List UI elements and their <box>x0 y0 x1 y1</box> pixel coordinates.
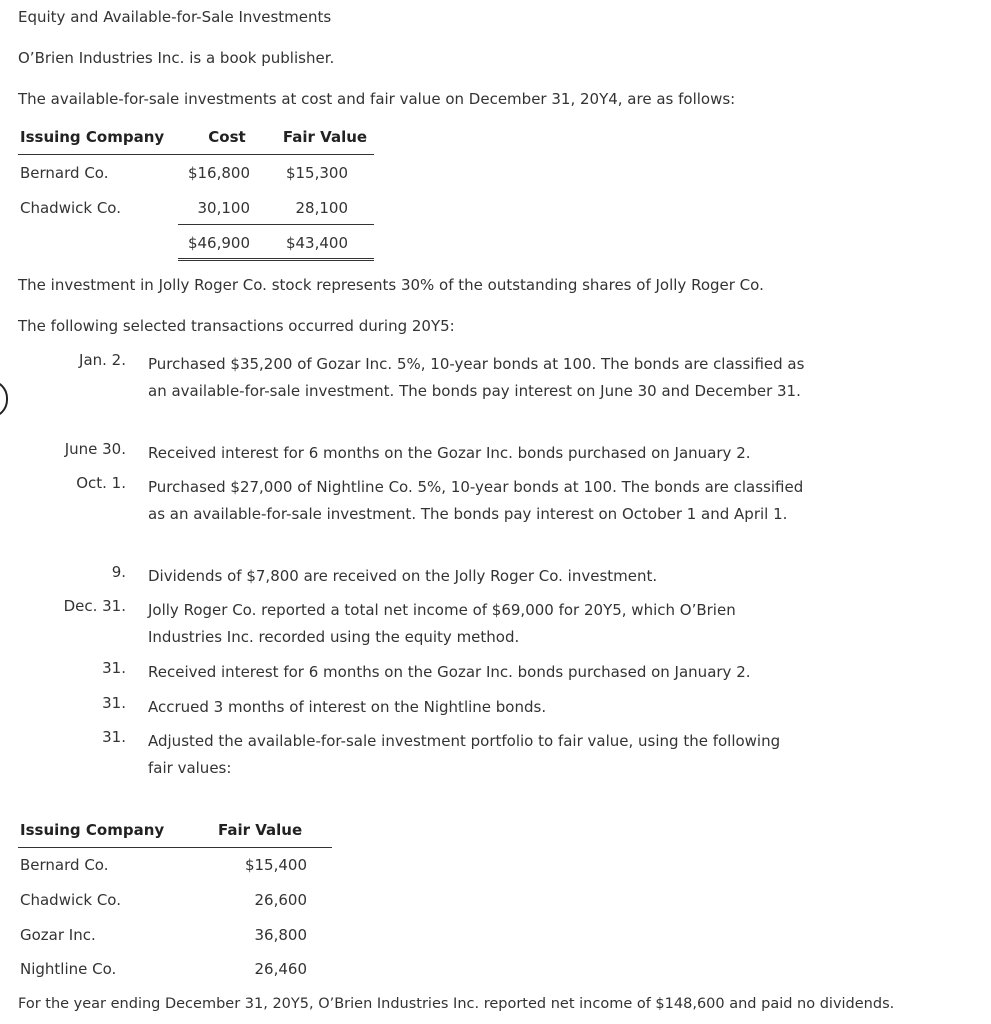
table1-total-fair-value: $43,400 <box>285 234 348 252</box>
table1-cell-company: Chadwick Co. <box>20 199 121 217</box>
closing-text: For the year ending December 31, 20Y5, O’Brien Industries Inc. reported net income of $148,600 and paid no dividends. <box>18 996 895 1012</box>
transaction-text: Purchased $35,200 of Gozar Inc. 5%, 10-year bonds at 100. The bonds are classified as an available-for-sale investment. The bonds pay interest on June 30 and December 31. <box>148 355 805 400</box>
table1-cell-cost: $16,800 <box>187 164 250 182</box>
transaction-date: 9. <box>111 563 126 581</box>
jolly-roger-note: The investment in Jolly Roger Co. stock represents 30% of the outstanding shares of Jolly Roger Co. <box>18 276 764 294</box>
transaction-text: Adjusted the available-for-sale investment portfolio to fair value, using the following fair values: <box>148 732 781 777</box>
table1-header-fair-value: Fair Value <box>282 128 368 146</box>
transaction-text: Received interest for 6 months on the Gozar Inc. bonds purchased on January 2. <box>148 444 751 462</box>
transaction-date: 31. <box>102 728 126 746</box>
afs-intro-text: The available-for-sale investments at cost and fair value on December 31, 20Y4, are as follows: <box>18 90 736 108</box>
table1-cell-fair-value: 28,100 <box>295 199 348 217</box>
table2-cell-company: Gozar Inc. <box>20 926 96 944</box>
transaction-date: Jan. 2. <box>79 351 126 369</box>
table2-header-fair-value: Fair Value <box>218 821 303 839</box>
table2-cell-company: Chadwick Co. <box>20 891 121 909</box>
table1-cell-company: Bernard Co. <box>20 164 109 182</box>
table1-header-cost: Cost <box>208 128 246 146</box>
table2-cell-company: Nightline Co. <box>20 960 117 978</box>
transaction-date: June 30. <box>64 440 126 458</box>
transaction-text: Jolly Roger Co. reported a total net income of $69,000 for 20Y5, which O’Brien Industries Inc. recorded using the equity method. <box>148 601 736 646</box>
table2-cell-company: Bernard Co. <box>20 856 109 874</box>
table2-cell-fair-value: $15,400 <box>244 856 307 874</box>
table2-cell-fair-value: 26,600 <box>254 891 307 909</box>
table2-cell-fair-value: 26,460 <box>254 960 307 978</box>
page-edge-decoration <box>0 380 8 418</box>
transaction-date: Dec. 31. <box>63 597 126 615</box>
table1-header-company: Issuing Company <box>20 128 165 146</box>
page-title: Equity and Available-for-Sale Investments <box>18 8 332 26</box>
transaction-date: 31. <box>102 694 126 712</box>
table2-header-company: Issuing Company <box>20 821 165 839</box>
transaction-text: Dividends of $7,800 are received on the Jolly Roger Co. investment. <box>148 567 658 585</box>
intro-text: O’Brien Industries Inc. is a book publisher. <box>18 49 335 67</box>
table1-cell-cost: 30,100 <box>197 199 250 217</box>
transaction-text: Accrued 3 months of interest on the Nightline bonds. <box>148 698 547 716</box>
table1-total-cost: $46,900 <box>187 234 250 252</box>
transaction-text: Purchased $27,000 of Nightline Co. 5%, 10-year bonds at 100. The bonds are classified as an available-for-sale investment. The bonds pay interest on October 1 and April 1. <box>148 478 804 523</box>
table1-header-rule <box>18 154 374 155</box>
table1-cell-fair-value: $15,300 <box>285 164 348 182</box>
transaction-date: Oct. 1. <box>76 474 126 492</box>
table1-subtotal-rule <box>178 224 374 225</box>
table2-header-rule <box>18 847 332 848</box>
transaction-date: 31. <box>102 659 126 677</box>
table2-cell-fair-value: 36,800 <box>254 926 307 944</box>
table1-total-double-rule <box>178 258 374 261</box>
transaction-text: Received interest for 6 months on the Gozar Inc. bonds purchased on January 2. <box>148 663 751 681</box>
transactions-intro: The following selected transactions occurred during 20Y5: <box>18 317 455 335</box>
